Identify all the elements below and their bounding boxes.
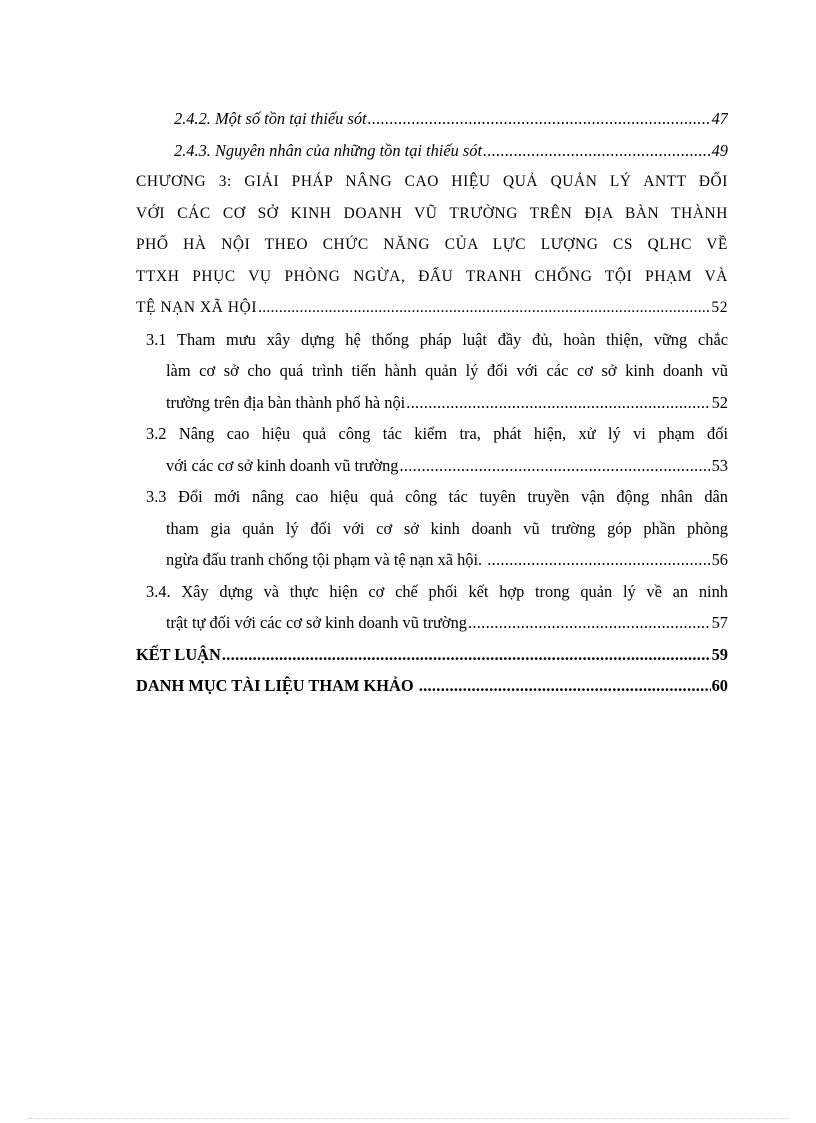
table-of-contents	[136, 103, 728, 702]
toc-page-number: 47	[711, 109, 728, 128]
toc-entry-title: 2.4.3. Nguyên nhân của những tồn tại thiếu sót	[174, 140, 483, 160]
toc-entry-title: trường trên địa bàn thành phố hà nội	[166, 392, 406, 412]
toc-entry-2-4-2[interactable]	[136, 103, 728, 135]
dot-leader	[487, 544, 710, 576]
toc-page-number: 52	[711, 299, 728, 316]
toc-entry-title: với các cơ sở kinh doanh vũ trường	[166, 455, 399, 475]
toc-chapter-title-line: CHƯƠNG 3: GIẢI PHÁP NÂNG CAO HIỆU QUẢ QUẢN LÝ ANTT ĐỐI	[136, 173, 728, 190]
toc-page-number: 52	[711, 392, 728, 412]
toc-entry-last-line	[136, 544, 728, 576]
toc-entry-line: 3.4. Xây dựng và thực hiện cơ chế phối kết hợp trong quản lý về an ninh	[146, 581, 728, 601]
toc-chapter-title-line: TTXH PHỤC VỤ PHÒNG NGỪA, ĐẤU TRANH CHỐNG TỘI PHẠM VÀ	[136, 267, 728, 285]
dot-leader	[258, 292, 710, 324]
toc-entry-line: tham gia quản lý đối với cơ sở kinh doanh vũ trường góp phần phòng	[166, 518, 728, 538]
toc-entry-3-4[interactable]	[136, 576, 728, 639]
dot-leader	[222, 639, 711, 671]
dot-leader	[399, 450, 710, 482]
toc-chapter-title-line: PHỐ HÀ NỘI THEO CHỨC NĂNG CỦA LỰC LƯỢNG CS QLHC VỀ	[136, 236, 728, 253]
toc-entry-line: 3.3 Đổi mới nâng cao hiệu quả công tác tuyên truyền vận động nhân dân	[146, 487, 728, 506]
toc-entry-title: ngừa đấu tranh chống tội phạm và tệ nạn xã hội.	[166, 550, 487, 569]
toc-entry-3-2[interactable]	[136, 418, 728, 481]
toc-entry-line: 3.2 Nâng cao hiệu quả công tác kiểm tra, phát hiện, xử lý vi phạm đối	[146, 424, 728, 443]
toc-page-number: 60	[711, 676, 728, 695]
toc-entry-line: làm cơ sở cho quá trình tiến hành quản lý đối với các cơ sở kinh doanh vũ	[166, 361, 728, 380]
toc-page-number: 53	[711, 455, 728, 475]
toc-entry-last-line	[136, 387, 728, 419]
toc-page-number: 49	[711, 140, 728, 160]
toc-entry-title: DANH MỤC TÀI LIỆU THAM KHẢO	[136, 676, 418, 695]
toc-entry-3-1[interactable]	[136, 324, 728, 419]
toc-page-number: 59	[711, 644, 728, 664]
toc-entry-conclusion[interactable]	[136, 639, 728, 671]
page-bottom-rule	[28, 1118, 788, 1119]
dot-leader	[483, 135, 711, 167]
toc-entry-references[interactable]	[136, 670, 728, 702]
dot-leader	[368, 103, 711, 135]
toc-entry-line: 3.1 Tham mưu xây dựng hệ thống pháp luật đầy đủ, hoàn thiện, vững chắc	[146, 329, 728, 349]
dot-leader	[419, 670, 711, 702]
toc-entry-chapter-3[interactable]	[136, 166, 728, 324]
toc-entry-title: KẾT LUẬN	[136, 644, 221, 664]
toc-entry-2-4-3[interactable]	[136, 135, 728, 167]
toc-chapter-last-line	[136, 292, 728, 324]
toc-entry-3-3[interactable]	[136, 481, 728, 576]
toc-entry-title: trật tự đối với các cơ sở kinh doanh vũ trường	[166, 613, 467, 632]
toc-entry-last-line	[136, 607, 728, 639]
dot-leader	[406, 387, 710, 419]
toc-entry-title: TỆ NẠN XÃ HỘI	[136, 299, 258, 316]
toc-page-number: 56	[711, 550, 728, 569]
toc-entry-last-line	[136, 450, 728, 482]
toc-page-number: 57	[711, 613, 728, 632]
toc-chapter-title-line: VỚI CÁC CƠ SỞ KINH DOANH VŨ TRƯỜNG TRÊN ĐỊA BÀN THÀNH	[136, 204, 728, 222]
toc-entry-title: 2.4.2. Một số tồn tại thiếu sót	[174, 109, 367, 128]
dot-leader	[468, 607, 711, 639]
